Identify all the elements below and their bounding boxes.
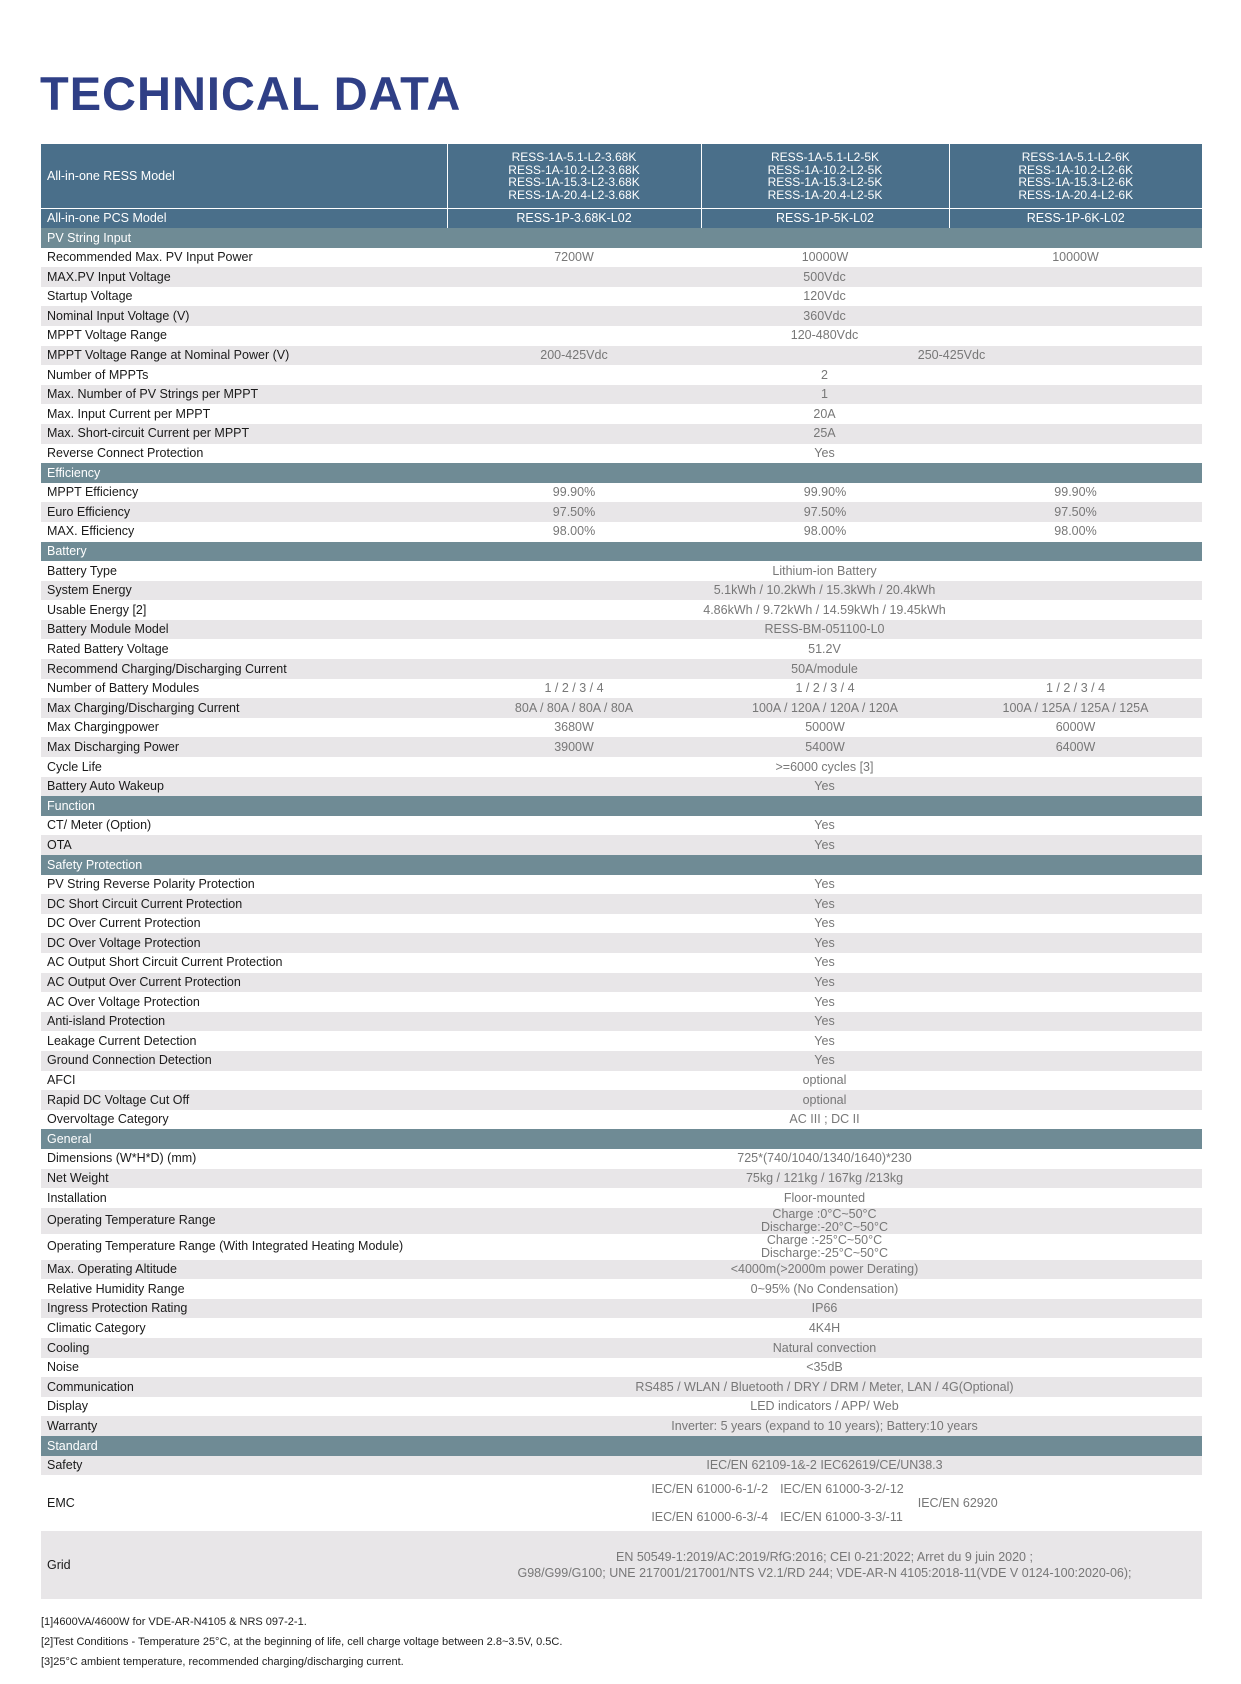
row-value: 6000W xyxy=(1055,720,1096,735)
table-row xyxy=(41,1012,1202,1032)
row-label: Number of MPPTs xyxy=(47,367,149,382)
table-row xyxy=(41,483,1202,503)
row-label: Battery Module Model xyxy=(41,620,447,640)
pcs-model-col-1: RESS-1P-3.68K-L02 xyxy=(447,209,701,229)
table-row xyxy=(41,1531,1202,1599)
row-value: 97.50% xyxy=(701,502,949,522)
row-label: Reverse Connect Protection xyxy=(47,446,204,461)
row-value: 51.2V xyxy=(808,641,841,656)
row-value: 250-425Vdc xyxy=(701,346,1202,366)
ress-model-name: RESS-1A-20.4-L2-6K xyxy=(1018,187,1134,202)
row-label: Grid xyxy=(41,1531,447,1599)
row-value: Floor-mounted xyxy=(783,1190,866,1205)
row-value: 99.90% xyxy=(803,485,847,500)
row-label: Dimensions (W*H*D) (mm) xyxy=(47,1151,197,1166)
table-row xyxy=(41,992,1202,1012)
ress-model-name: RESS-1A-10.2-L2-3.68K xyxy=(508,162,640,177)
row-label: Ingress Protection Rating xyxy=(41,1299,447,1319)
row-value: Inverter: 5 years (expand to 10 years); Battery:10 years xyxy=(447,1416,1202,1436)
row-label: Warranty xyxy=(41,1416,447,1436)
row-value: 6400W xyxy=(949,737,1202,757)
table-row xyxy=(41,1234,1202,1260)
row-label: Ground Connection Detection xyxy=(41,1051,447,1071)
row-label: System Energy xyxy=(41,581,447,601)
row-value: 1 / 2 / 3 / 4 xyxy=(544,681,604,696)
row-value: 97.50% xyxy=(949,502,1202,522)
table-row xyxy=(41,679,1202,699)
emc-standards xyxy=(447,1480,1202,1527)
row-value: 4K4H xyxy=(808,1320,841,1335)
page-title: TECHNICAL DATA xyxy=(40,67,462,120)
row-value: 80A / 80A / 80A / 80A xyxy=(447,698,701,718)
table-row xyxy=(41,698,1202,718)
row-value: Yes xyxy=(447,894,1202,914)
section-header-row xyxy=(41,228,1202,248)
row-value: LED indicators / APP/ Web xyxy=(750,1399,899,1414)
row-value: Yes xyxy=(447,973,1202,993)
section-header-row xyxy=(41,542,1202,562)
row-label: PV String Reverse Polarity Protection xyxy=(47,877,255,892)
row-label: MPPT Voltage Range xyxy=(47,328,167,343)
ress-model-name: RESS-1A-20.4-L2-5K xyxy=(767,187,883,202)
table-row xyxy=(41,933,1202,953)
ress-model-col-3 xyxy=(949,144,1202,209)
row-value: Yes xyxy=(814,955,835,970)
row-label: Installation xyxy=(47,1190,107,1205)
emc-standard: IEC/EN 61000-3-2/-12 xyxy=(780,1481,904,1496)
row-label: Max Discharging Power xyxy=(41,737,447,757)
row-value: 98.00% xyxy=(1054,524,1097,539)
row-value: 25A xyxy=(447,424,1202,444)
row-value: AC III ; DC II xyxy=(789,1112,860,1127)
ress-model-col-1 xyxy=(447,144,701,209)
row-value: 98.00% xyxy=(552,524,596,539)
ress-model-name: RESS-1A-5.1-L2-3.68K xyxy=(511,150,637,164)
row-label: AC Over Voltage Protection xyxy=(47,994,200,1009)
row-value: IP66 xyxy=(447,1299,1202,1319)
table-row xyxy=(41,346,1202,366)
section-title: Function xyxy=(41,796,1202,816)
row-value: 500Vdc xyxy=(447,267,1202,287)
footnote: [2]Test Conditions - Temperature 25°C, at the beginning of life, cell charge voltage between 2.8~3.5V, 0.5C. xyxy=(41,1636,563,1648)
row-label: Startup Voltage xyxy=(47,289,133,304)
row-value: 3680W xyxy=(554,720,594,735)
row-label: AFCI xyxy=(47,1073,76,1088)
row-label: Usable Energy [2] xyxy=(47,602,147,617)
section-title: General xyxy=(41,1129,1202,1149)
row-label: Max. Short-circuit Current per MPPT xyxy=(41,424,447,444)
table-row xyxy=(41,757,1202,777)
table-row xyxy=(41,953,1202,973)
row-value: Yes xyxy=(814,818,835,833)
row-value: Natural convection xyxy=(447,1338,1202,1358)
table-row xyxy=(41,1169,1202,1189)
ress-model-header-row xyxy=(41,144,1202,209)
ress-model-col-2 xyxy=(701,144,949,209)
row-value: Yes xyxy=(814,446,835,461)
row-value: 50A/module xyxy=(447,659,1202,679)
table-row xyxy=(41,1208,1202,1234)
table-row xyxy=(41,875,1202,895)
row-value xyxy=(447,1208,1202,1234)
row-value: 75kg / 121kg / 167kg /213kg xyxy=(447,1169,1202,1189)
row-value: 360Vdc xyxy=(447,306,1202,326)
row-value: 20A xyxy=(813,406,836,421)
table-row xyxy=(41,1456,1202,1476)
row-value: Yes xyxy=(814,877,835,892)
row-label: Noise xyxy=(47,1360,79,1375)
row-value: 1 xyxy=(447,385,1202,405)
row-label: Cooling xyxy=(41,1338,447,1358)
row-label: Number of Battery Modules xyxy=(47,681,200,696)
row-value: IEC/EN 62109-1&-2 IEC62619/CE/UN38.3 xyxy=(447,1456,1202,1476)
row-value: 725*(740/1040/1340/1640)*230 xyxy=(737,1151,912,1166)
table-row xyxy=(41,1338,1202,1358)
table-row xyxy=(41,973,1202,993)
row-value: optional xyxy=(447,1090,1202,1110)
table-row xyxy=(41,659,1202,679)
table-row xyxy=(41,620,1202,640)
row-value: 120Vdc xyxy=(803,289,846,304)
table-row xyxy=(41,581,1202,601)
table-row xyxy=(41,1149,1202,1169)
table-row xyxy=(41,639,1202,659)
row-value-line: Charge :-25°C~50°C xyxy=(766,1233,883,1247)
row-value xyxy=(447,1475,1202,1531)
technical-data-table-container xyxy=(41,144,1202,1599)
row-value: RS485 / WLAN / Bluetooth / DRY / DRM / Meter, LAN / 4G(Optional) xyxy=(447,1377,1202,1397)
grid-standard-line: G98/G99/G100; UNE 217001/217001/NTS V2.1/RD 244; VDE-AR-N 4105:2018-11(VDE V 0124-100:2020-06); xyxy=(517,1566,1132,1581)
table-row xyxy=(41,835,1202,855)
table-row xyxy=(41,1071,1202,1091)
row-value: 4.86kWh / 9.72kWh / 14.59kWh / 19.45kWh xyxy=(703,602,946,617)
table-row xyxy=(41,1318,1202,1338)
row-value: Yes xyxy=(814,994,835,1009)
row-value: 98.00% xyxy=(803,524,847,539)
row-label: Euro Efficiency xyxy=(41,502,447,522)
row-value: 2 xyxy=(821,367,828,382)
section-header-row xyxy=(41,1129,1202,1149)
row-label: Battery Type xyxy=(47,563,117,578)
table-row xyxy=(41,1031,1202,1051)
section-header-row xyxy=(41,855,1202,875)
emc-standard: IEC/EN 61000-6-3/-4 xyxy=(651,1510,769,1525)
row-value-line: Discharge:-20°C~50°C xyxy=(760,1219,889,1234)
ress-model-name: RESS-1A-5.1-L2-5K xyxy=(770,150,880,164)
section-title: Standard xyxy=(41,1436,1202,1456)
footnote: [3]25°C ambient temperature, recommended charging/discharging current. xyxy=(41,1656,404,1668)
ress-model-label: All-in-one RESS Model xyxy=(41,144,447,209)
row-label: Recommend Charging/Discharging Current xyxy=(41,659,447,679)
row-value: Yes xyxy=(814,1033,835,1048)
ress-model-name: RESS-1A-15.3-L2-3.68K xyxy=(508,175,640,189)
ress-model-name: RESS-1A-20.4-L2-3.68K xyxy=(508,187,640,202)
row-label: MAX. Efficiency xyxy=(47,524,135,539)
emc-standards-grid xyxy=(651,1480,903,1527)
section-header-row xyxy=(41,463,1202,483)
row-label: Rated Battery Voltage xyxy=(47,641,169,656)
row-label: Nominal Input Voltage (V) xyxy=(41,306,447,326)
section-title: PV String Input xyxy=(41,228,1202,248)
row-label: DC Over Voltage Protection xyxy=(41,933,447,953)
table-row xyxy=(41,522,1202,542)
row-label: Safety xyxy=(41,1456,447,1476)
row-label: Rapid DC Voltage Cut Off xyxy=(41,1090,447,1110)
grid-standard-line: EN 50549-1:2019/AC:2019/RfG:2016; CEI 0-21:2022; Arret du 9 juin 2020 ; xyxy=(616,1550,1033,1565)
row-value: Yes xyxy=(447,1012,1202,1032)
row-label: OTA xyxy=(41,835,447,855)
row-label: AC Output Over Current Protection xyxy=(41,973,447,993)
table-row xyxy=(41,718,1202,738)
row-label: MPPT Voltage Range at Nominal Power (V) xyxy=(41,346,447,366)
row-label: Anti-island Protection xyxy=(41,1012,447,1032)
table-row xyxy=(41,306,1202,326)
row-value: 3900W xyxy=(447,737,701,757)
row-label: CT/ Meter (Option) xyxy=(47,818,152,833)
table-row xyxy=(41,267,1202,287)
row-value: Yes xyxy=(447,1051,1202,1071)
table-row xyxy=(41,404,1202,424)
row-value: optional xyxy=(802,1073,847,1088)
row-value: 5000W xyxy=(805,720,845,735)
row-label: Max. Input Current per MPPT xyxy=(47,406,211,421)
emc-standard: IEC/EN 62920 xyxy=(917,1495,998,1510)
row-label: DC Short Circuit Current Protection xyxy=(41,894,447,914)
table-row xyxy=(41,894,1202,914)
row-value: Yes xyxy=(447,835,1202,855)
ress-model-name: RESS-1A-10.2-L2-6K xyxy=(1018,162,1134,177)
ress-model-name: RESS-1A-15.3-L2-6K xyxy=(1018,175,1134,189)
row-value: 100A / 120A / 120A / 120A xyxy=(701,698,949,718)
table-row xyxy=(41,1377,1202,1397)
row-value: Lithium-ion Battery xyxy=(772,563,877,578)
row-value: 99.90% xyxy=(552,485,596,500)
row-value: 1 / 2 / 3 / 4 xyxy=(1045,681,1106,696)
row-value-line: Discharge:-25°C~50°C xyxy=(760,1245,889,1260)
table-row xyxy=(41,1397,1202,1417)
row-value: Yes xyxy=(814,916,835,931)
row-label: Operating Temperature Range xyxy=(41,1208,447,1234)
row-value: 10000W xyxy=(1052,250,1099,265)
technical-data-table xyxy=(41,144,1202,1599)
ress-model-name: RESS-1A-15.3-L2-5K xyxy=(767,175,883,189)
ress-model-name: RESS-1A-5.1-L2-6K xyxy=(1021,150,1130,164)
row-label: Net Weight xyxy=(41,1169,447,1189)
section-header-row xyxy=(41,1436,1202,1456)
row-value: 99.90% xyxy=(1054,485,1097,500)
row-label: Communication xyxy=(41,1377,447,1397)
table-row xyxy=(41,1475,1202,1531)
table-row xyxy=(41,1299,1202,1319)
row-label: EMC xyxy=(41,1475,447,1531)
table-row xyxy=(41,1260,1202,1280)
row-label: Climatic Category xyxy=(47,1320,146,1335)
row-value: 200-425Vdc xyxy=(447,346,701,366)
row-value: 120-480Vdc xyxy=(790,328,859,343)
row-value xyxy=(447,1234,1202,1260)
table-row xyxy=(41,1416,1202,1436)
row-value: RESS-BM-051100-L0 xyxy=(447,620,1202,640)
row-value: <4000m(>2000m power Derating) xyxy=(447,1260,1202,1280)
pcs-model-header-row xyxy=(41,209,1202,229)
row-label: Overvoltage Category xyxy=(47,1112,169,1127)
section-title: Efficiency xyxy=(41,463,1202,483)
pcs-model-col-2: RESS-1P-5K-L02 xyxy=(701,209,949,229)
table-row xyxy=(41,287,1202,307)
table-row xyxy=(41,1051,1202,1071)
table-row xyxy=(41,385,1202,405)
row-label: Leakage Current Detection xyxy=(47,1033,197,1048)
table-row xyxy=(41,365,1202,385)
row-value: 97.50% xyxy=(447,502,701,522)
row-value: Yes xyxy=(447,777,1202,797)
row-label: Max. Operating Altitude xyxy=(41,1260,447,1280)
table-row xyxy=(41,444,1202,464)
row-value: 7200W xyxy=(554,250,594,265)
ress-model-name: RESS-1A-10.2-L2-5K xyxy=(767,162,883,177)
pcs-model-label: All-in-one PCS Model xyxy=(41,209,447,229)
table-row xyxy=(41,777,1202,797)
row-value: 5.1kWh / 10.2kWh / 15.3kWh / 20.4kWh xyxy=(447,581,1202,601)
table-row xyxy=(41,248,1202,268)
footnotes xyxy=(41,1612,562,1672)
row-value: 100A / 125A / 125A / 125A xyxy=(949,698,1202,718)
section-title: Battery xyxy=(41,542,1202,562)
table-row xyxy=(41,326,1202,346)
row-label: Cycle Life xyxy=(47,759,102,774)
emc-standard: IEC/EN 61000-6-1/-2 xyxy=(651,1481,769,1496)
pcs-model-col-3: RESS-1P-6K-L02 xyxy=(949,209,1202,229)
table-row xyxy=(41,1110,1202,1130)
table-row xyxy=(41,1358,1202,1378)
row-value: 10000W xyxy=(801,250,849,265)
section-title: Safety Protection xyxy=(41,855,1202,875)
row-label: MAX.PV Input Voltage xyxy=(41,267,447,287)
emc-standard: IEC/EN 61000-3-3/-11 xyxy=(780,1510,903,1525)
table-row xyxy=(41,816,1202,836)
row-value xyxy=(447,1531,1202,1599)
table-row xyxy=(41,1188,1202,1208)
row-label: Relative Humidity Range xyxy=(47,1281,185,1296)
footnote: [1]4600VA/4600W for VDE-AR-N4105 & NRS 097-2-1. xyxy=(41,1616,307,1628)
table-row xyxy=(41,1090,1202,1110)
table-row xyxy=(41,424,1202,444)
row-label: Max Charging/Discharging Current xyxy=(41,698,447,718)
row-value: Yes xyxy=(447,933,1202,953)
row-label: Max Chargingpower xyxy=(47,720,159,735)
row-label: Battery Auto Wakeup xyxy=(41,777,447,797)
row-value: 1 / 2 / 3 / 4 xyxy=(795,681,855,696)
row-value: 0~95% (No Condensation) xyxy=(750,1281,899,1296)
row-label: Recommended Max. PV Input Power xyxy=(47,250,253,265)
row-value-line: Charge :0°C~50°C xyxy=(772,1207,877,1221)
row-label: Display xyxy=(47,1399,88,1414)
row-value: >=6000 cycles [3] xyxy=(775,759,874,774)
table-row xyxy=(41,561,1202,581)
row-label: MPPT Efficiency xyxy=(47,485,139,500)
row-value: <35dB xyxy=(806,1360,843,1375)
table-row xyxy=(41,737,1202,757)
row-label: Max. Number of PV Strings per MPPT xyxy=(41,385,447,405)
section-header-row xyxy=(41,796,1202,816)
table-row xyxy=(41,600,1202,620)
table-row xyxy=(41,914,1202,934)
table-row xyxy=(41,1279,1202,1299)
row-value: 5400W xyxy=(701,737,949,757)
row-label: AC Output Short Circuit Current Protection xyxy=(47,955,283,970)
table-row xyxy=(41,502,1202,522)
row-label: DC Over Current Protection xyxy=(47,916,201,931)
row-label: Operating Temperature Range (With Integrated Heating Module) xyxy=(47,1239,404,1254)
